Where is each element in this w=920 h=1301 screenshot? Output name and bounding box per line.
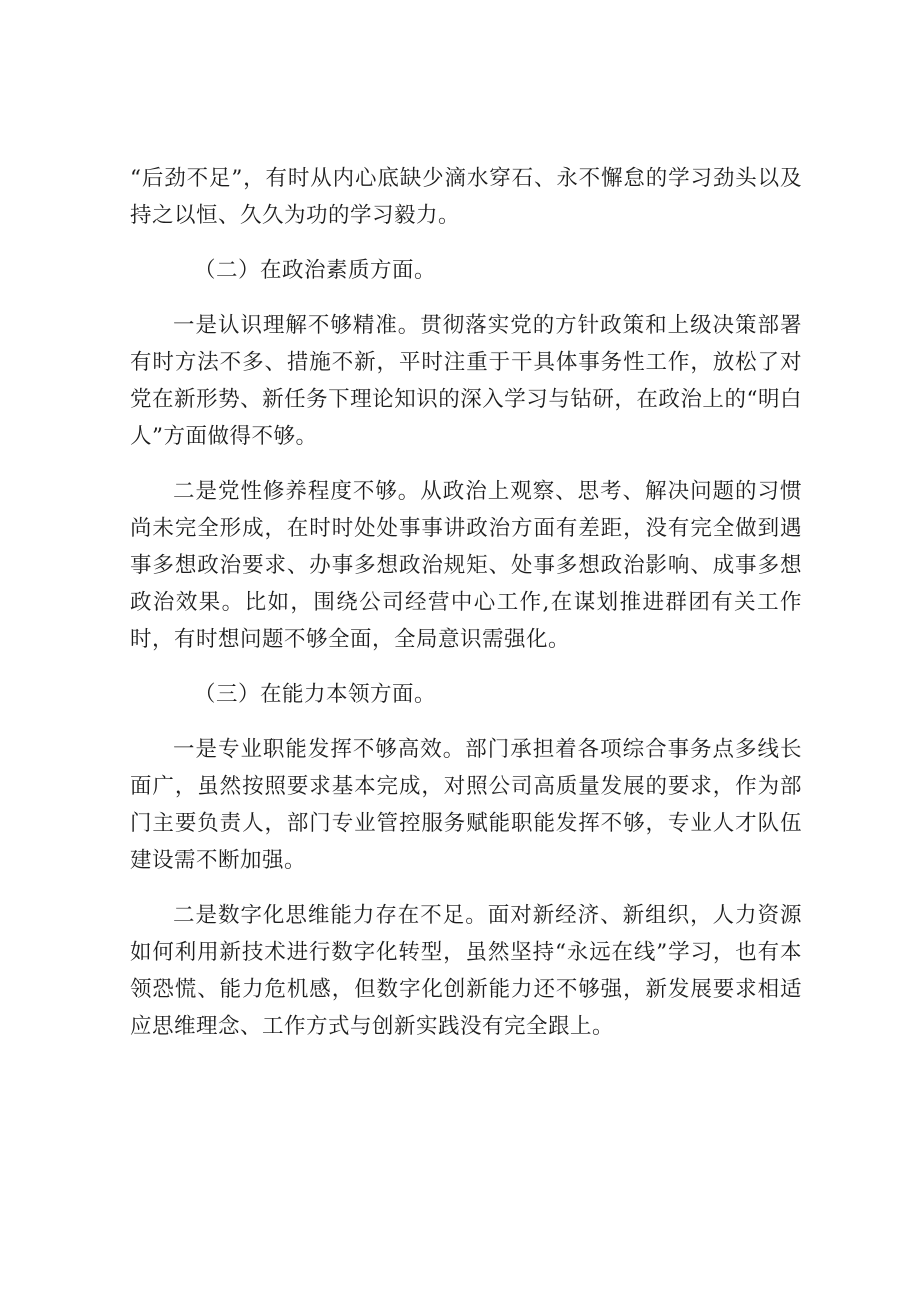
document-body — [130, 160, 802, 1045]
continuation-paragraph: “后劲不足”，有时从内心底缺少滴水穿石、永不懈怠的学习劲头以及持之以恒、久久为功的学习毅力。 — [130, 166, 802, 228]
paragraph-digital-thinking: 二是数字化思维能力存在不足。面对新经济、新组织，人力资源如何利用新技术进行数字化转型，虽然坚持“永远在线”学习，也有本领恐慌、能力危机感，但数字化创新能力还不够强，新发展要求相适应思维理念、工作方式与创新实践没有完全跟上。 — [130, 903, 802, 1039]
paragraph-understanding-accuracy: 一是认识理解不够精准。贯彻落实党的方针政策和上级决策部署有时方法不多、措施不新，平时注重于干具体事务性工作，放松了对党在新形势、新任务下理论知识的深入学习与钻研，在政治上的“明白人”方面做得不够。 — [130, 313, 802, 449]
section-heading-political-quality: （二）在政治素质方面。 — [194, 258, 437, 283]
paragraph-professional-function: 一是专业职能发挥不够高效。部门承担着各项综合事务点多线长面广，虽然按照要求基本完成，对照公司高质量发展的要求，作为部门主要负责人，部门专业管控服务赋能职能发挥不够，专业人才队伍建设需不断加强。 — [130, 737, 802, 873]
paragraph-party-cultivation: 二是党性修养程度不够。从政治上观察、思考、解决问题的习惯尚未完全形成，在时时处处事事讲政治方面有差距，没有完全做到遇事多想政治要求、办事多想政治规矩、处事多想政治影响、成事多想政治效果。比如，围绕公司经营中心工作,在谋划推进群团有关工作时，有时想问题不够全面，全局意识需强化。 — [130, 479, 802, 652]
section-heading-ability: （三）在能力本领方面。 — [194, 682, 437, 707]
